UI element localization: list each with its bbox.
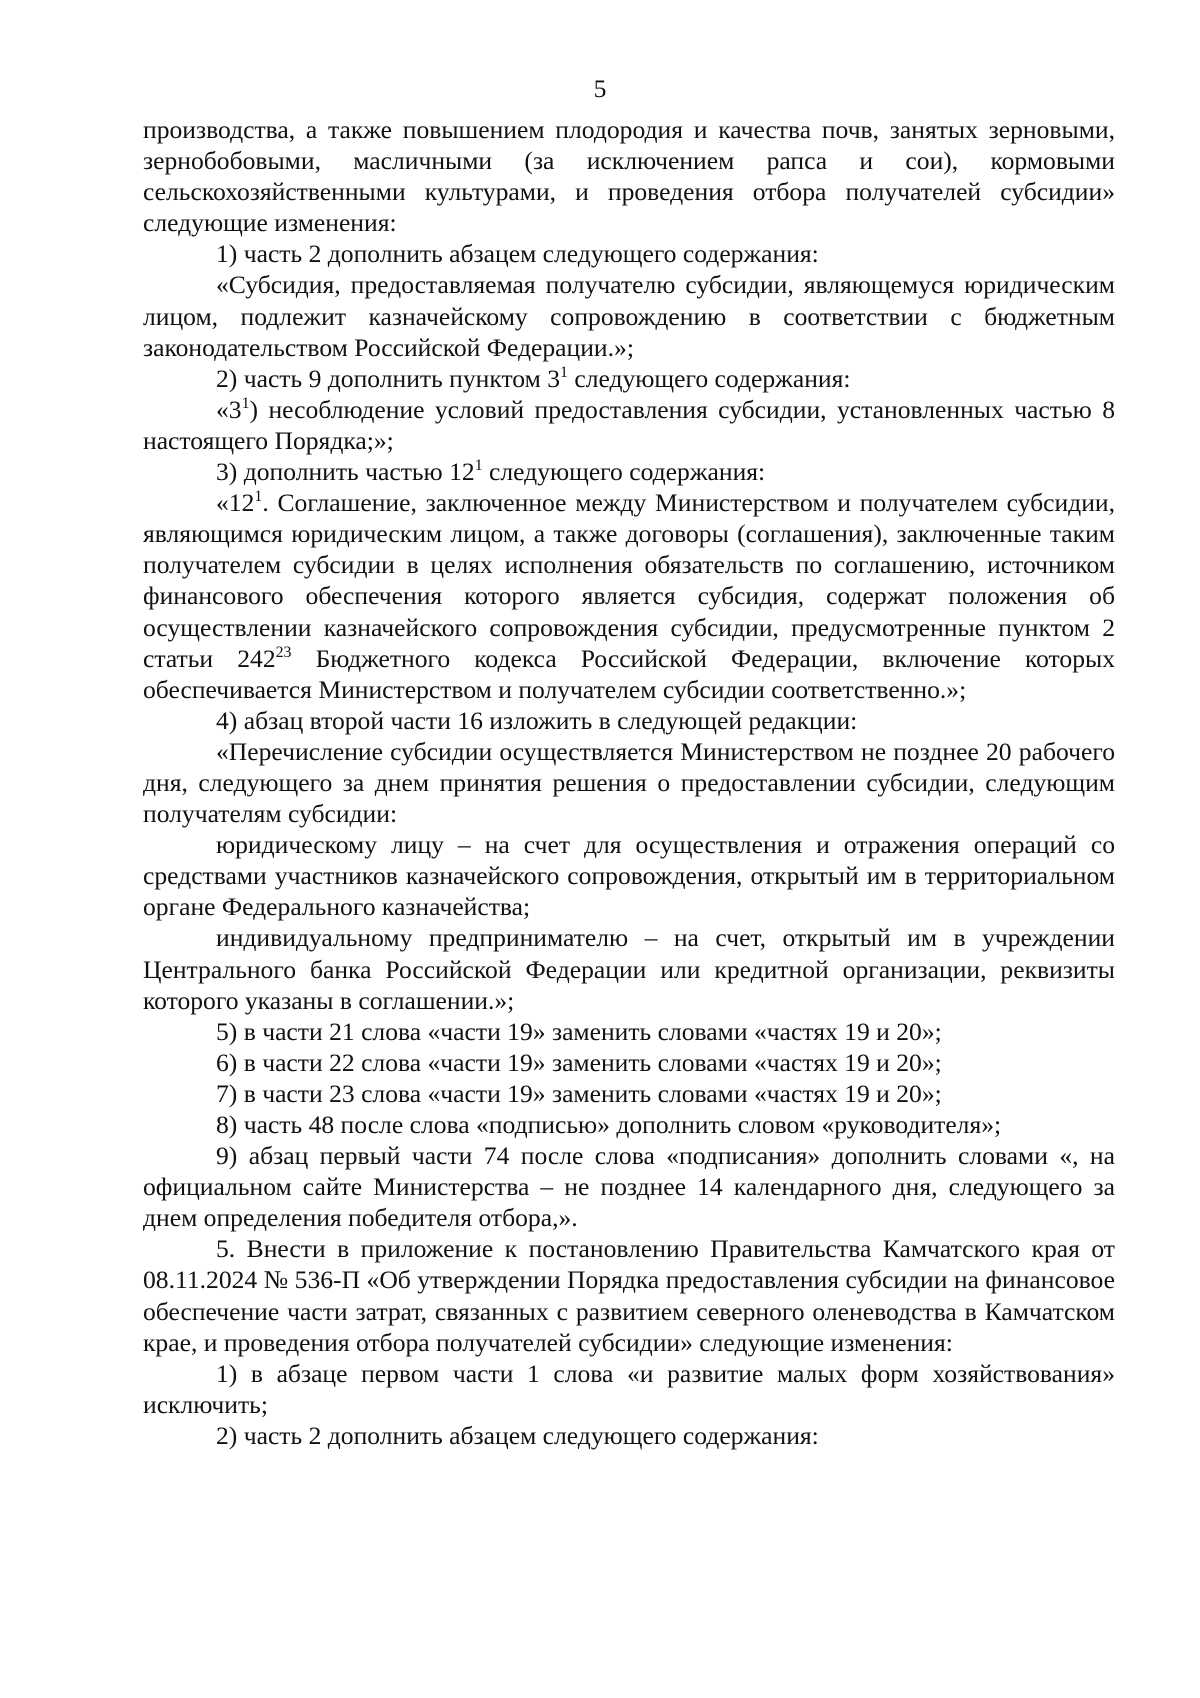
superscript: 1	[474, 457, 483, 475]
text-run: «Субсидия, предоставляемая получателю субсидии, являющемуся юридическим лицом, подлежит казначейскому сопровождению в соответствии с бюджетным законодательством Российской Федерации.»;	[143, 270, 1115, 362]
text-run: Бюджетного кодекса Российской Федерации, включение которых обеспечивается Министерством и получателем субсидии соответственно.»;	[143, 643, 1115, 704]
paragraph	[143, 487, 1115, 705]
text-run: юридическому лицу – на счет для осуществления и отражения операций со средствами участников казначейского сопровождения, открытый им в территориальном органе Федерального казначейства;	[143, 830, 1115, 922]
text-run: 5. Внести в приложение к постановлению Правительства Камчатского края от 08.11.2024 № 536-П «Об утверждении Порядка предоставления субсидии на финансовое обеспечение части затрат, связанных с развитием северного оленеводства в Камчатском крае, и проведения отбора получателей субсидии» следующие изменения:	[143, 1234, 1115, 1357]
document-body	[143, 114, 1115, 1451]
text-run: 2) часть 9 дополнить пунктом 3	[216, 363, 560, 393]
superscript: 1	[241, 395, 250, 413]
text-run: «Перечисление субсидии осуществляется Министерством не позднее 20 рабочего дня, следующего за днем принятия решения о предоставлении субсидии, следующим получателям субсидии:	[143, 736, 1115, 829]
paragraph	[143, 922, 1115, 1015]
text-run: 1) в абзаце первом части 1 слова «и развитие малых форм хозяйствования» исключить;	[143, 1358, 1115, 1419]
paragraph	[143, 829, 1115, 922]
text-run: 3) дополнить частью 12	[216, 457, 475, 487]
text-run: 1) часть 2 дополнить абзацем следующего содержания:	[216, 239, 819, 269]
paragraph	[143, 269, 1115, 362]
paragraph	[143, 114, 1115, 238]
text-run: ) несоблюдение условий предоставления субсидии, установленных частью 8 настоящего Порядка;»;	[143, 394, 1115, 455]
page-number: 5	[593, 74, 607, 103]
paragraph	[143, 705, 1115, 736]
paragraph	[143, 1109, 1115, 1140]
paragraph	[143, 1078, 1115, 1109]
paragraph	[143, 736, 1115, 829]
text-run: 7) в части 23 слова «части 19» заменить словами «частях 19 и 20»;	[216, 1078, 942, 1108]
text-run: следующего содержания:	[482, 457, 766, 487]
paragraph	[143, 394, 1115, 456]
text-run: . Соглашение, заключенное между Министерством и получателем субсидии, являющимся юридическим лицом, а также договоры (соглашения), заключенные таким получателем субсидии в целях исполнения обязательств по соглашению, источником финансового обеспечения которого является субсидия, содержат положения об осуществлении казначейского сопровождения субсидии, предусмотренные пунктом 2 статьи 242	[143, 488, 1115, 673]
paragraph	[143, 1047, 1115, 1078]
text-run: 9) абзац первый части 74 после слова «подписания» дополнить словами «, на официальном сайте Министерства – не позднее 14 календарного дня, следующего за днем определения победителя отбора,».	[143, 1141, 1115, 1233]
paragraph	[143, 1420, 1115, 1451]
paragraph	[143, 238, 1115, 269]
superscript: 1	[254, 488, 263, 506]
text-run: 6) в части 22 слова «части 19» заменить словами «частях 19 и 20»;	[216, 1047, 942, 1077]
text-run: 8) часть 48 после слова «подписью» дополнить словом «руководителя»;	[216, 1110, 1002, 1139]
paragraph	[143, 1016, 1115, 1047]
text-run: 4) абзац второй части 16 изложить в следующей редакции:	[216, 705, 858, 735]
superscript: 1	[560, 363, 568, 381]
text-run: «12	[216, 488, 255, 518]
text-run: индивидуальному предпринимателю – на счет, открытый им в учреждении Центрального банка Российской Федерации или кредитной организации, реквизиты которого указаны в соглашении.»;	[143, 923, 1115, 1015]
paragraph	[143, 1140, 1115, 1233]
paragraph	[143, 456, 1115, 487]
text-run: 5) в части 21 слова «части 19» заменить словами «частях 19 и 20»;	[216, 1016, 942, 1046]
paragraph	[143, 1233, 1115, 1357]
text-run: 2) часть 2 дополнить абзацем следующего содержания:	[216, 1420, 819, 1450]
superscript: 23	[275, 643, 292, 661]
text-run: производства, а также повышением плодородия и качества почв, занятых зерновыми, зернобобовыми, масличными (за исключением рапса и сои), кормовыми сельскохозяйственными культурами, и проведения отбора получателей субсидии» следующие изменения:	[143, 115, 1115, 238]
paragraph	[143, 363, 1115, 394]
text-run: «3	[216, 394, 242, 424]
text-run: следующего содержания:	[567, 363, 851, 393]
paragraph	[143, 1358, 1115, 1420]
